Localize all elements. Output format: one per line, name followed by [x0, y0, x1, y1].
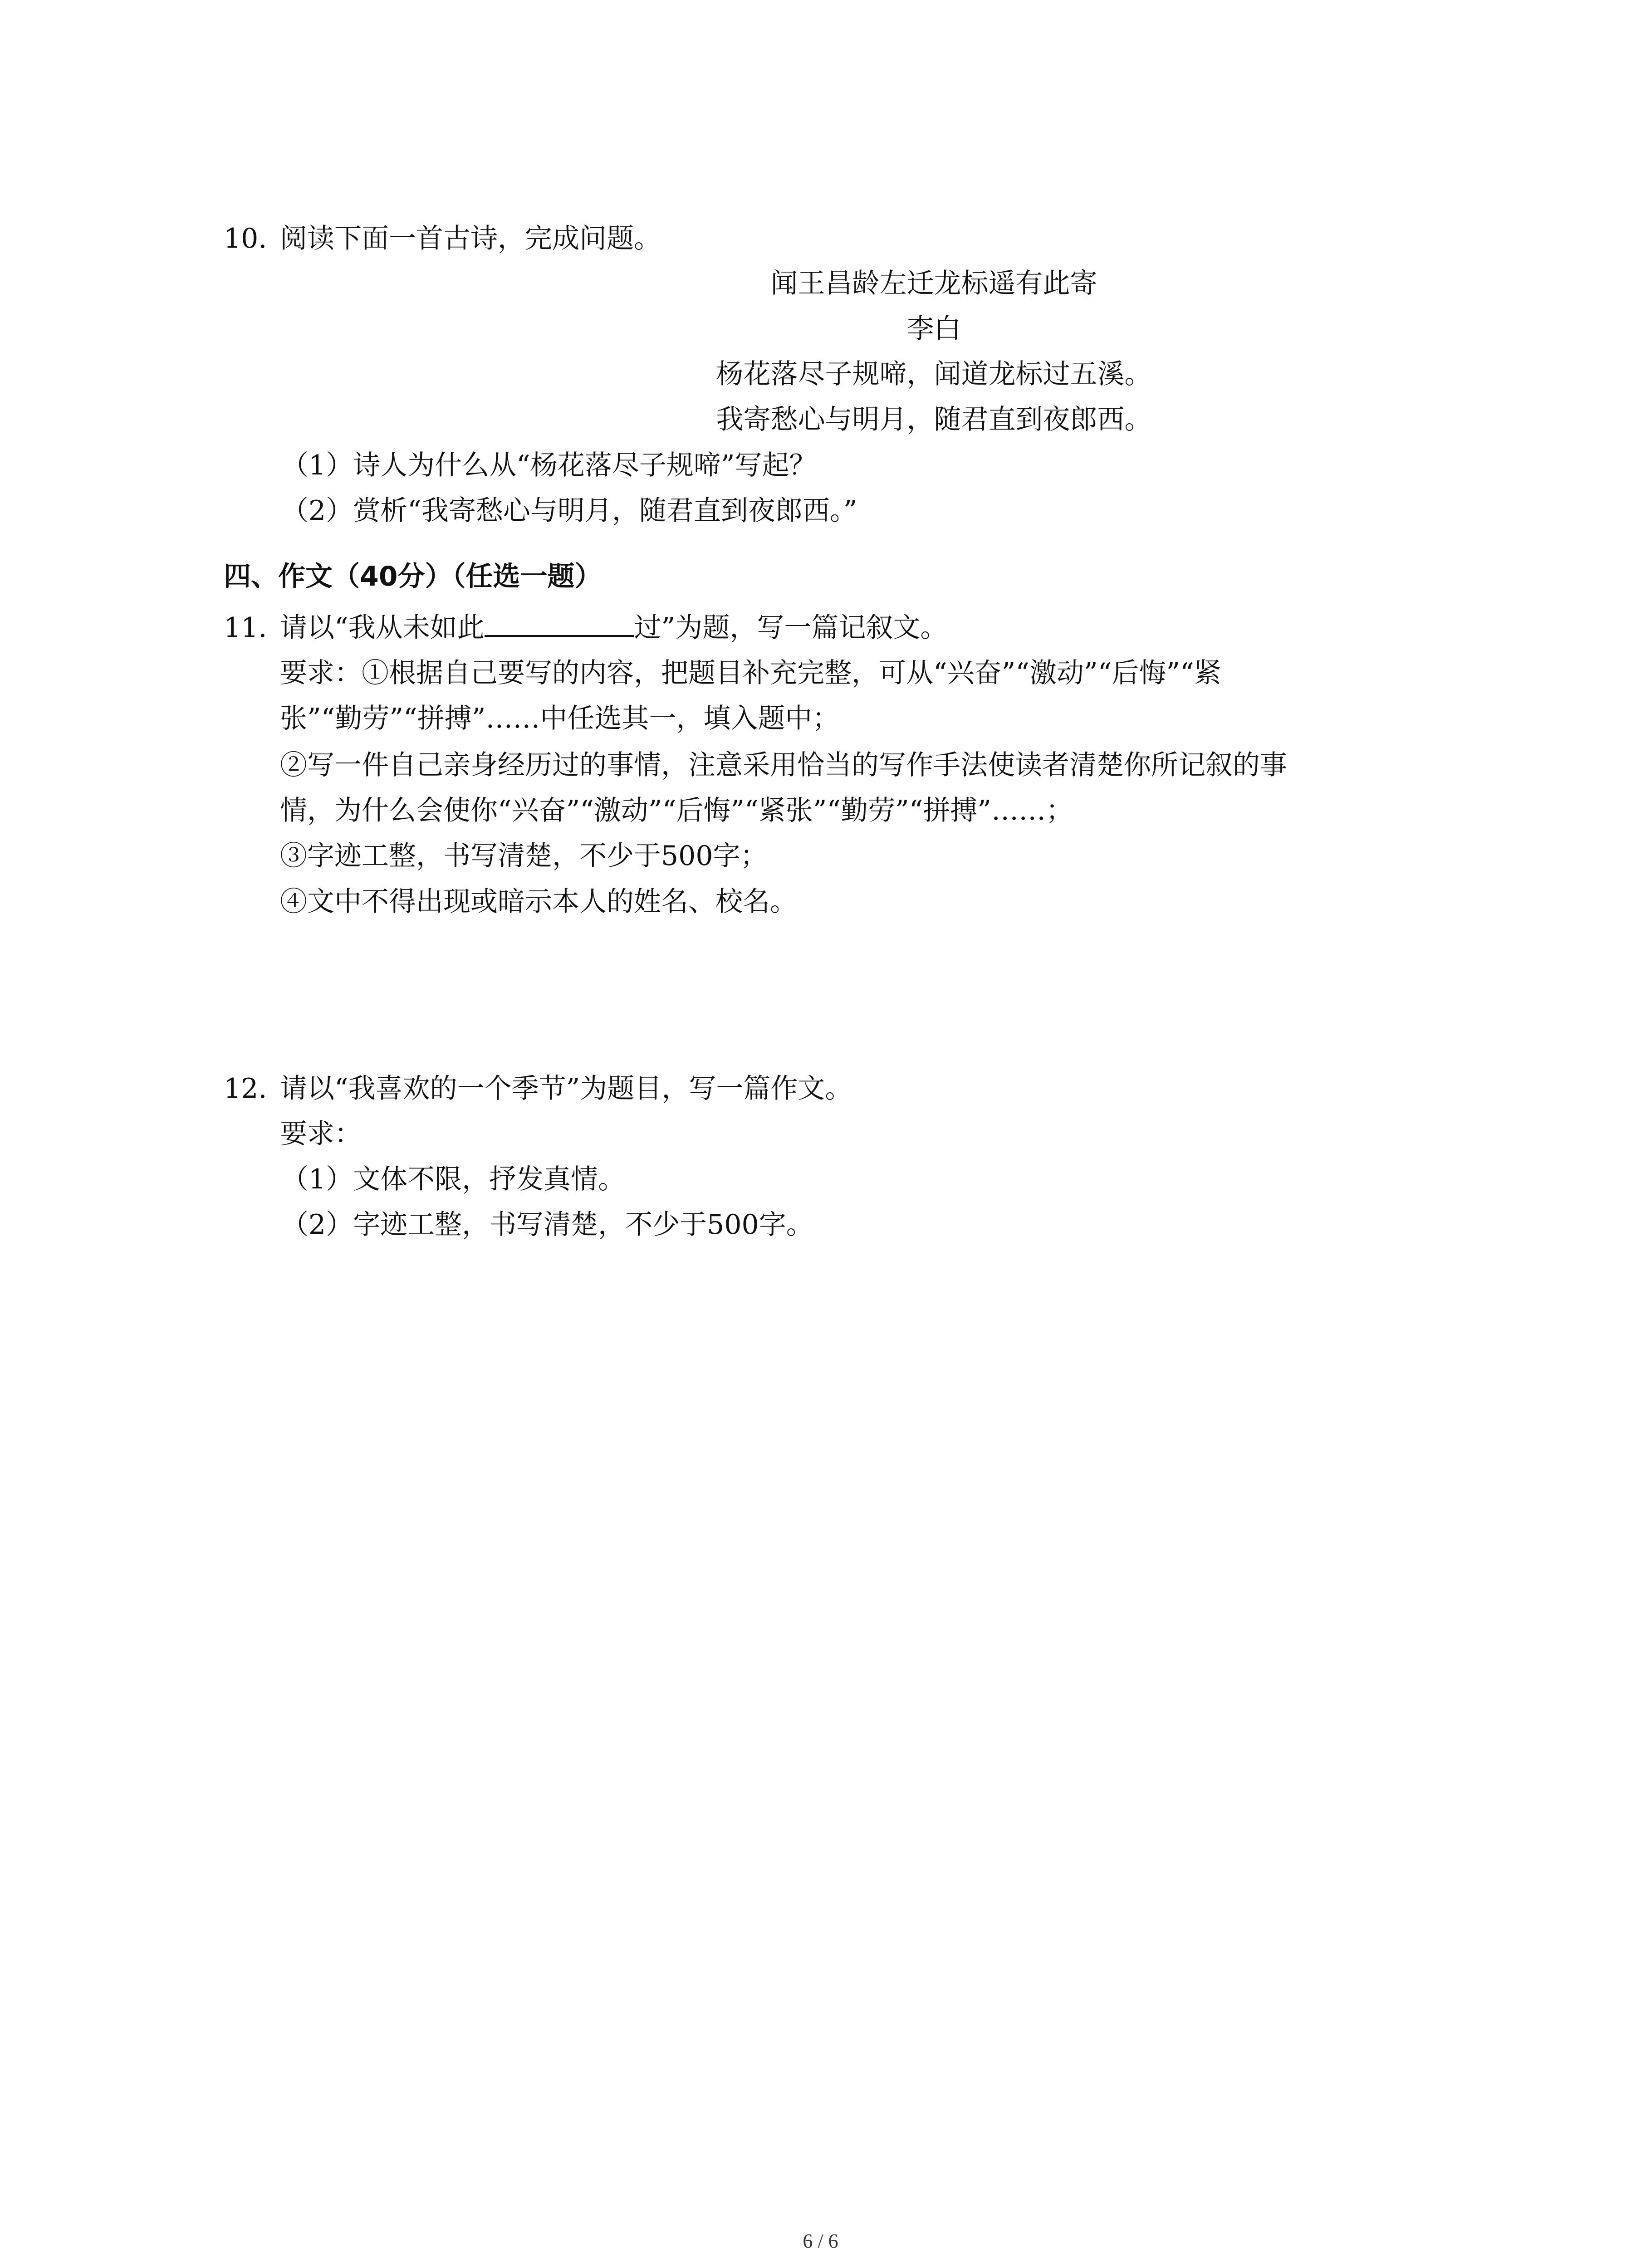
question-12-number: 12.: [224, 1073, 267, 1105]
question-10-subquestion-1: （1）诗人为什么从“杨花落尽子规啼”写起？: [281, 450, 817, 481]
question-11-number: 11.: [224, 612, 267, 644]
poem-title: 闻王昌龄左迁龙标遥有此寄: [770, 268, 1097, 299]
question-12-prompt: 请以“我喜欢的一个季节”为题目，写一篇作文。: [280, 1073, 852, 1105]
question-12-requirement-label: 要求：: [280, 1118, 362, 1150]
section-4-heading: 四、作文（40分）（任选一题）: [224, 561, 602, 592]
poem-line-1: 杨花落尽子规啼，闻道龙标过五溪。: [716, 358, 1152, 390]
question-11-requirement-line-4: 情，为什么会使你“兴奋”“激动”“后悔”“紧张”“勤劳”“拼搏”……；: [280, 795, 1073, 826]
question-11-prompt-before-blank: 请以“我从未如此: [280, 612, 485, 644]
question-11-requirement-line-2: 张”“勤劳”“拼搏”……中任选其一，填入题中；: [280, 703, 840, 734]
poem-line-2: 我寄愁心与明月，随君直到夜郎西。: [716, 404, 1152, 435]
question-11-requirement-line-6: ④文中不得出现或暗示本人的姓名、校名。: [280, 886, 797, 918]
question-10-prompt: 阅读下面一首古诗，完成问题。: [280, 223, 661, 254]
question-11-prompt-after-blank: 过”为题，写一篇记叙文。: [634, 612, 948, 644]
fill-in-blank: [485, 609, 634, 637]
question-12-requirement-1: （1）文体不限，抒发真情。: [281, 1163, 626, 1195]
question-11-requirement-line-5: ③字迹工整，书写清楚，不少于500字；: [280, 840, 768, 872]
poem-author: 李白: [906, 313, 961, 345]
question-11-prompt: [280, 606, 947, 650]
question-12-requirement-2: （2）字迹工整，书写清楚，不少于500字。: [281, 1209, 813, 1241]
question-11-requirement-line-3: ②写一件自己亲身经历过的事情，注意采用恰当的写作手法使读者清楚你所记叙的事: [280, 749, 1287, 781]
question-10-subquestion-2: （2）赏析“我寄愁心与明月，随君直到夜郎西。”: [281, 495, 857, 527]
question-10-number: 10.: [224, 223, 267, 254]
question-11-requirement-line-1: 要求：①根据自己要写的内容，把题目补充完整，可从“兴奋”“激动”“后悔”“紧: [280, 657, 1221, 689]
page-number: 6 / 6: [803, 2230, 838, 2252]
